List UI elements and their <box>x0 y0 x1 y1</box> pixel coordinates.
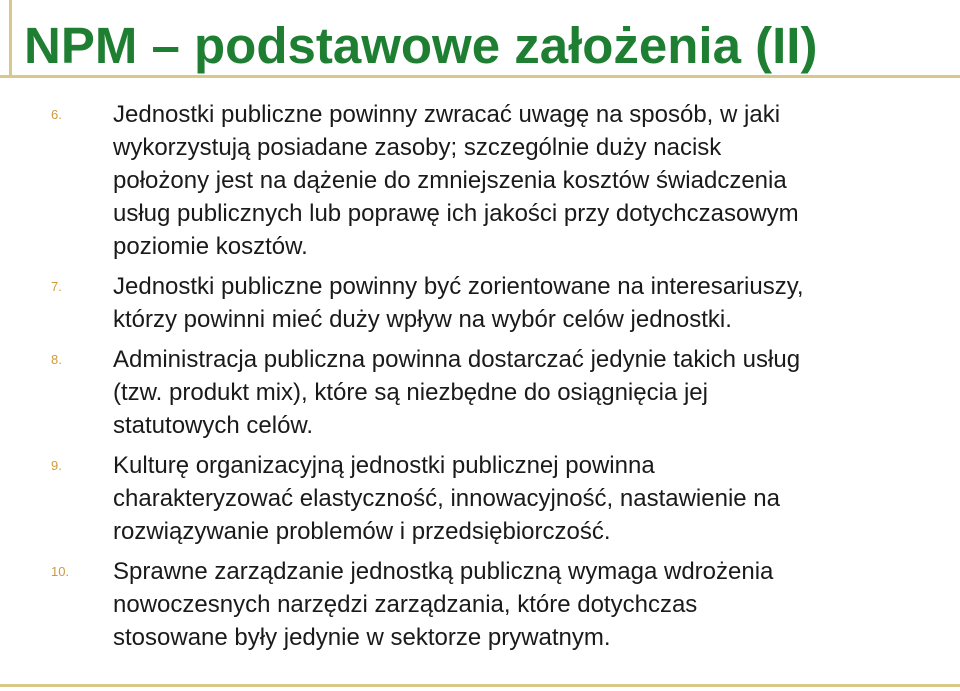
list-item-number: 6. <box>51 107 62 122</box>
list-item-number: 9. <box>51 458 62 473</box>
list-item-text: Sprawne zarządzanie jednostką publiczną wymaga wdrożenia nowoczesnych narzędzi zarządzania, które dotychczas stosowane były jedynie w sektorze prywatnym. <box>113 558 774 651</box>
list-item <box>0 98 960 263</box>
left-accent-rule <box>9 0 12 76</box>
list-item-text: Administracja publiczna powinna dostarczać jedynie takich usług (tzw. produkt mix), które są niezbędne do osiągnięcia jej statutowych celów. <box>113 346 801 439</box>
list-item-text: Jednostki publiczne powinny być zorientowane na interesariuszy, którzy powinni mieć duży wpływ na wybór celów jednostki. <box>113 273 804 333</box>
list-item-number: 10. <box>51 564 70 579</box>
title-underline-rule <box>0 75 960 78</box>
list-item-text: Jednostki publiczne powinny zwracać uwagę na sposób, w jaki wykorzystują posiadane zasoby; szczególnie duży nacisk położony jest na dążenie do zmniejszenia kosztów świadczenia usług publicznych lub poprawę ich jakości przy dotychczasowym poziomie kosztów. <box>113 101 799 260</box>
footer-rule <box>0 684 960 687</box>
list-item-text: Kulturę organizacyjną jednostki publicznej powinna charakteryzować elastyczność, innowacyjność, nastawienie na rozwiązywanie problemów i przedsiębiorczość. <box>113 452 780 545</box>
list-item-number: 8. <box>51 352 62 367</box>
numbered-list <box>0 98 960 661</box>
list-item-number: 7. <box>51 279 62 294</box>
list-item <box>0 343 960 442</box>
list-item <box>0 449 960 548</box>
slide-title: NPM – podstawowe założenia (II) <box>24 17 818 74</box>
list-item <box>0 555 960 654</box>
list-item <box>0 270 960 336</box>
